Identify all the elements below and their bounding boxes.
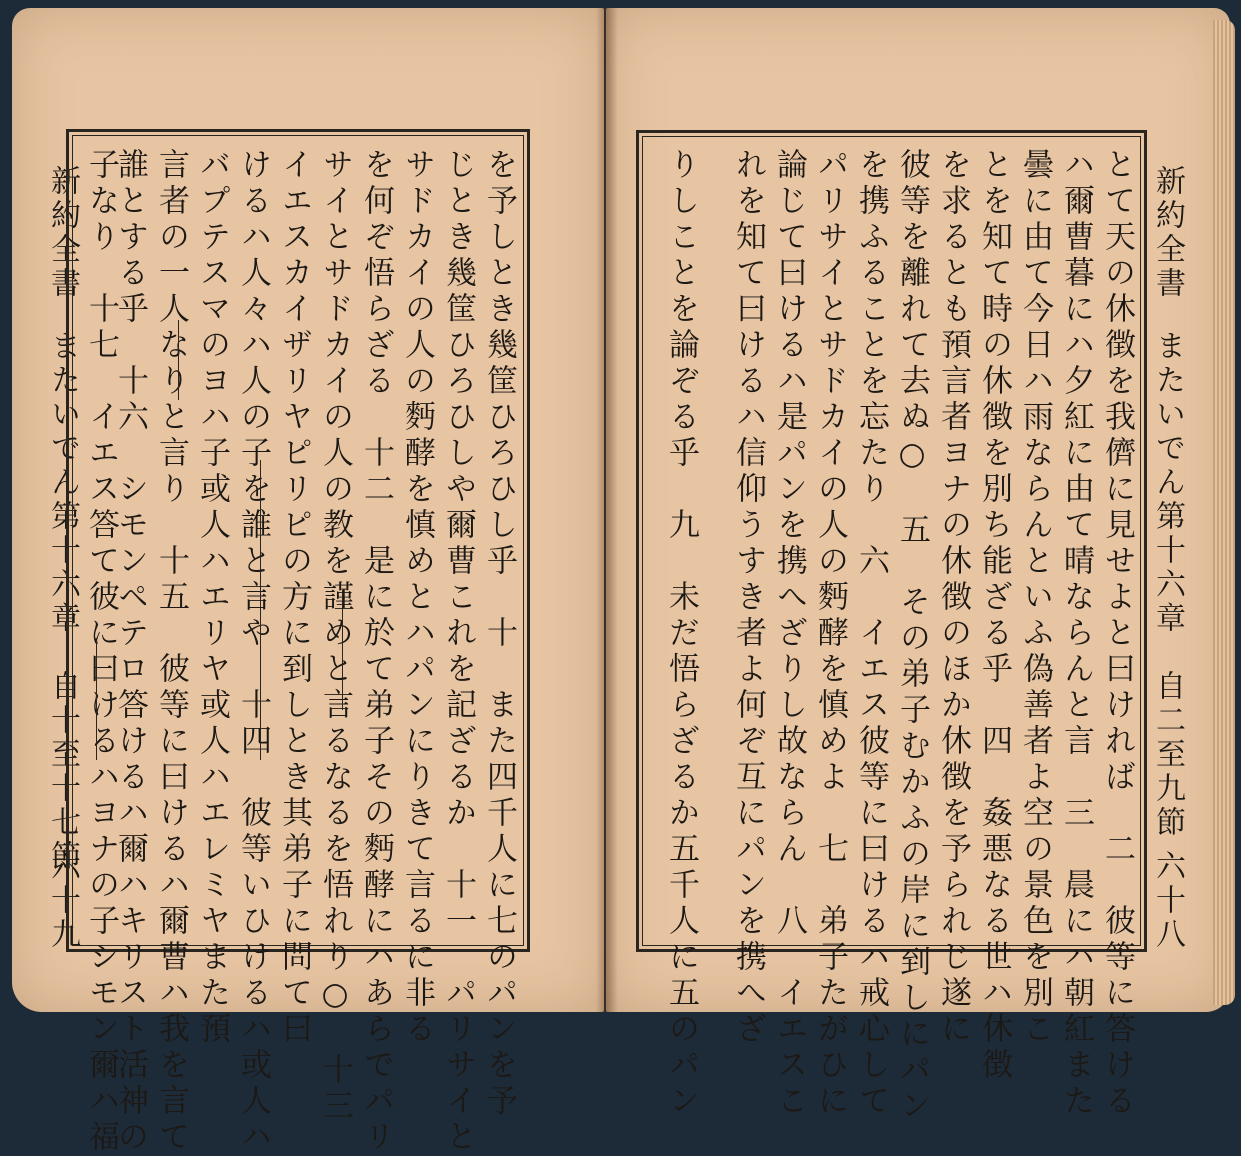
right-column-10: れを知て曰けるハ信仰うすき者よ何ぞ互にパンを携へざ bbox=[730, 148, 766, 1048]
left-column-6: イエスカイザリヤピリピの方に到しとき其弟子に問て曰 bbox=[276, 148, 312, 1048]
left-column-1: を予しとき幾筐ひろひし乎 十 また四千人に七のパンを予 bbox=[481, 148, 517, 1120]
left-column-2: じとき幾筐ひろひしや爾曹これを記ざるか 十一 パリサイと bbox=[440, 148, 476, 1156]
name-rule bbox=[342, 590, 343, 710]
left-column-9: 言者の一人なりと言り 十五 彼等に曰けるハ爾曹ハ我を言て bbox=[153, 148, 189, 1156]
left-column-11: 子なり 十七 イエス答て彼に曰けるハヨナの子シモン爾ハ福 bbox=[83, 148, 119, 1156]
book-gutter bbox=[596, 8, 618, 1012]
right-column-11: りしことを論ぞる乎 九 未だ悟らざるか五千人に五のパン bbox=[663, 148, 699, 1120]
left-column-7: けるハ人々ハ人の子を誰と言や 十四 彼等いひけるハ或人ハ bbox=[235, 148, 271, 1156]
right-column-2: ハ爾曹暮にハ夕紅に由て晴ならんと言 三 晨にハ朝紅また bbox=[1058, 148, 1094, 1120]
left-column-8: バプテスマのヨハ子或人ハエリヤ或人ハエレミヤまた預 bbox=[194, 148, 230, 1048]
right-column-7: を携ふることを忘たり 六 イエス彼等に曰けるハ戒心して bbox=[853, 148, 889, 1120]
right-column-9: 論じて曰けるハ是パンを携へざりし故ならん 八 イエスこ bbox=[771, 148, 807, 1120]
name-rule bbox=[178, 320, 179, 400]
left-chapter-header: またいでん第十六章 自十至十七節 bbox=[45, 330, 80, 874]
left-book-title: 新約全書 bbox=[45, 165, 80, 301]
name-rule bbox=[260, 460, 261, 760]
left-column-5: サイとサドカイの人の教を謹めと言るなるを悟れり○ 十三 bbox=[317, 148, 353, 1125]
left-column-10: 誰とする乎 十六 シモンペテロ答けるハ爾ハキリスト活神の bbox=[112, 148, 148, 1156]
right-chapter-header: またいでん第十六章 自二至九節 bbox=[1150, 330, 1185, 840]
left-column-4: を何ぞ悟らざる 十二 是に於て弟子その麪酵にハあらでパリ bbox=[358, 148, 394, 1156]
name-rule bbox=[96, 640, 97, 760]
left-page-number: 六十九 bbox=[45, 850, 80, 952]
left-column-3: サドカイの人の麪酵を慎めとハパンにりきて言るに非る bbox=[399, 148, 435, 1048]
page-edges bbox=[1213, 20, 1235, 1005]
right-column-4: とを知て時の休徴を別ち能ざる乎 四 姦悪なる世ハ休徴 bbox=[976, 148, 1012, 1084]
right-book-title: 新約全書 bbox=[1150, 165, 1185, 301]
right-page-number: 六十八 bbox=[1150, 850, 1185, 952]
right-column-6: 彼等を離れて去ぬ○ 五 その弟子むかふの岸に到しにパン bbox=[894, 148, 930, 1125]
right-column-3: 曇に由て今日ハ雨ならんといふ偽善者よ空の景色を別こ bbox=[1017, 148, 1053, 1048]
right-column-5: を求るとも預言者ヨナの休徴のほか休徴を予られじ遂に bbox=[935, 148, 971, 1048]
right-column-1: とて天の休徴を我儕に見せよと曰ければ 二 彼等に答ける bbox=[1099, 148, 1135, 1120]
right-column-8: パリサイとサドカイの人の麪酵を慎めよ 七 弟子たがひに bbox=[812, 148, 848, 1120]
